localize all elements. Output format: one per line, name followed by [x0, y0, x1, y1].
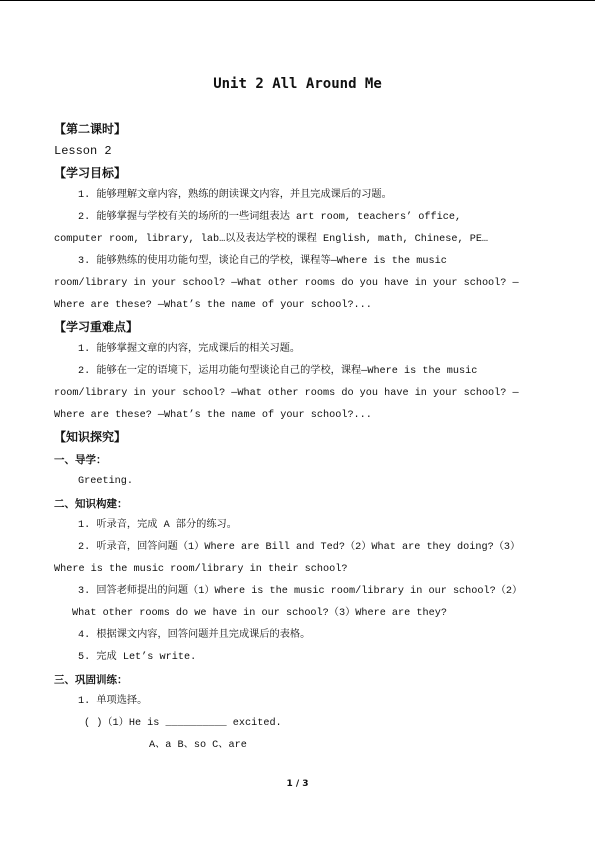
objective-line: Where are these? —What’s the name of your school?...	[54, 300, 372, 311]
guide-heading: 一、导学：	[54, 454, 107, 466]
lesson-label: Lesson 2	[54, 144, 112, 158]
key-point-line: 1. 能够掌握文章的内容，完成课后的相关习题。	[78, 344, 301, 355]
objective-line: room/library in your school? —What other rooms do you have in your school? —	[54, 278, 519, 289]
top-rule	[0, 0, 595, 1]
objective-line: 3. 能够熟练的使用功能句型，谈论自己的学校，课程等—Where is the music	[78, 256, 447, 267]
key-point-line: 2. 能够在一定的语境下，运用功能句型谈论自己的学校，课程—Where is the music	[78, 366, 478, 377]
guide-text: Greeting.	[78, 476, 134, 487]
page-title: Unit 2 All Around Me	[213, 76, 382, 92]
build-line: 2. 听录音，回答问题（1）Where are Bill and Ted?（2）What are they doing?（3）	[78, 542, 521, 553]
build-line: 1. 听录音，完成 A 部分的练习。	[78, 520, 237, 531]
page-number: 1 / 3	[286, 779, 309, 789]
objectives-heading: 【学习目标】	[54, 166, 127, 180]
objective-line: computer room, library, lab…以及表达学校的课程 English, math, Chinese, PE…	[54, 234, 489, 245]
objective-line: 2. 能够掌握与学校有关的场所的一些词组表达 art room, teachers’ office,	[78, 212, 462, 223]
build-line: Where is the music room/library in their school?	[54, 564, 348, 575]
key-points-heading: 【学习重难点】	[54, 320, 139, 334]
question-options: A、a B、so C、are	[149, 740, 247, 751]
key-point-line: Where are these? —What’s the name of your school?...	[54, 410, 372, 421]
section-period-heading: 【第二课时】	[54, 122, 127, 136]
build-line: 3. 回答老师提出的问题（1）Where is the music room/library in our school?（2）	[78, 586, 523, 597]
practice-heading: 三、巩固训练：	[54, 674, 128, 686]
question-text: ( )（1）He is __________ excited.	[84, 718, 282, 729]
build-line: 5. 完成 Let’s write.	[78, 652, 197, 663]
build-line: 4. 根据课文内容，回答问题并且完成课后的表格。	[78, 630, 311, 641]
build-heading: 二、知识构建：	[54, 498, 128, 510]
objective-line: 1. 能够理解文章内容，熟练的朗读课文内容，并且完成课后的习题。	[78, 190, 392, 201]
practice-item: 1. 单项选择。	[78, 696, 148, 707]
build-line: What other rooms do we have in our school?（3）Where are they?	[72, 608, 447, 619]
exploration-heading: 【知识探究】	[54, 430, 127, 444]
key-point-line: room/library in your school? —What other rooms do you have in your school? —	[54, 388, 519, 399]
